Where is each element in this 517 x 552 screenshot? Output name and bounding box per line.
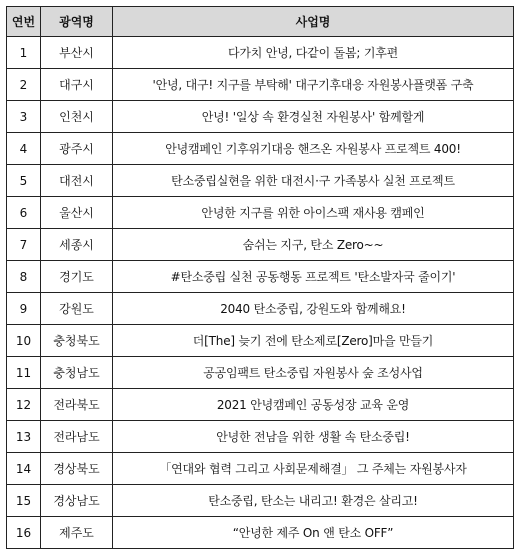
row-region: 대전시	[41, 165, 113, 197]
table-row	[7, 69, 514, 101]
row-project-name: 2040 탄소중립, 강원도와 함께해요!	[113, 293, 514, 325]
row-project-name: 숨쉬는 지구, 탄소 Zero~~	[113, 229, 514, 261]
row-project-name: 공공임팩트 탄소중립 자원봉사 숲 조성사업	[113, 357, 514, 389]
row-project-name: '안녕, 대구! 지구를 부탁해' 대구기후대응 자원봉사플랫폼 구축	[113, 69, 514, 101]
table-row	[7, 453, 514, 485]
row-number: 6	[7, 197, 41, 229]
row-number: 16	[7, 517, 41, 549]
row-project-name: 더[The] 늦기 전에 탄소제로[Zero]마을 만들기	[113, 325, 514, 357]
row-region: 제주도	[41, 517, 113, 549]
row-project-name: 탄소중립, 탄소는 내리고! 환경은 살리고!	[113, 485, 514, 517]
row-number: 11	[7, 357, 41, 389]
table-container	[6, 6, 513, 549]
row-region: 경상북도	[41, 453, 113, 485]
table-row	[7, 357, 514, 389]
table-row	[7, 37, 514, 69]
row-region: 세종시	[41, 229, 113, 261]
table-row	[7, 229, 514, 261]
row-region: 인천시	[41, 101, 113, 133]
row-region: 충청남도	[41, 357, 113, 389]
table-row	[7, 325, 514, 357]
table-row	[7, 165, 514, 197]
table-row	[7, 389, 514, 421]
table-row	[7, 421, 514, 453]
row-project-name: 안녕캠페인 기후위기대응 핸즈온 자원봉사 프로젝트 400!	[113, 133, 514, 165]
row-number: 3	[7, 101, 41, 133]
table-row	[7, 293, 514, 325]
row-region: 전라남도	[41, 421, 113, 453]
row-region: 울산시	[41, 197, 113, 229]
row-number: 13	[7, 421, 41, 453]
row-region: 부산시	[41, 37, 113, 69]
row-region: 강원도	[41, 293, 113, 325]
row-region: 전라북도	[41, 389, 113, 421]
table-row	[7, 133, 514, 165]
row-region: 대구시	[41, 69, 113, 101]
row-region: 광주시	[41, 133, 113, 165]
row-number: 4	[7, 133, 41, 165]
header-region: 광역명	[41, 7, 113, 37]
row-number: 5	[7, 165, 41, 197]
row-number: 2	[7, 69, 41, 101]
row-number: 1	[7, 37, 41, 69]
row-number: 12	[7, 389, 41, 421]
row-number: 10	[7, 325, 41, 357]
row-region: 경상남도	[41, 485, 113, 517]
row-project-name: 안녕한 전남을 위한 생활 속 탄소중립!	[113, 421, 514, 453]
row-project-name: “안녕한 제주 On 앤 탄소 OFF”	[113, 517, 514, 549]
row-project-name: 안녕한 지구를 위한 아이스팩 재사용 캠페인	[113, 197, 514, 229]
row-region: 충청북도	[41, 325, 113, 357]
header-row	[7, 7, 514, 37]
row-project-name: #탄소중립 실천 공동행동 프로젝트 '탄소발자국 줄이기'	[113, 261, 514, 293]
header-number: 연번	[7, 7, 41, 37]
table-row	[7, 101, 514, 133]
row-project-name: 다가치 안녕, 다같이 돌봄; 기후편	[113, 37, 514, 69]
header-project-name: 사업명	[113, 7, 514, 37]
table-row	[7, 197, 514, 229]
table-row	[7, 485, 514, 517]
table-row	[7, 261, 514, 293]
project-table	[6, 6, 514, 549]
row-number: 7	[7, 229, 41, 261]
row-number: 14	[7, 453, 41, 485]
row-project-name: 안녕! '일상 속 환경실천 자원봉사' 함께할게	[113, 101, 514, 133]
row-number: 9	[7, 293, 41, 325]
row-number: 15	[7, 485, 41, 517]
row-number: 8	[7, 261, 41, 293]
row-region: 경기도	[41, 261, 113, 293]
row-project-name: 「연대와 협력 그리고 사회문제해결」 그 주체는 자원봉사자	[113, 453, 514, 485]
row-project-name: 2021 안녕캠페인 공동성장 교육 운영	[113, 389, 514, 421]
table-row	[7, 517, 514, 549]
row-project-name: 탄소중립실현을 위한 대전시·구 가족봉사 실천 프로젝트	[113, 165, 514, 197]
